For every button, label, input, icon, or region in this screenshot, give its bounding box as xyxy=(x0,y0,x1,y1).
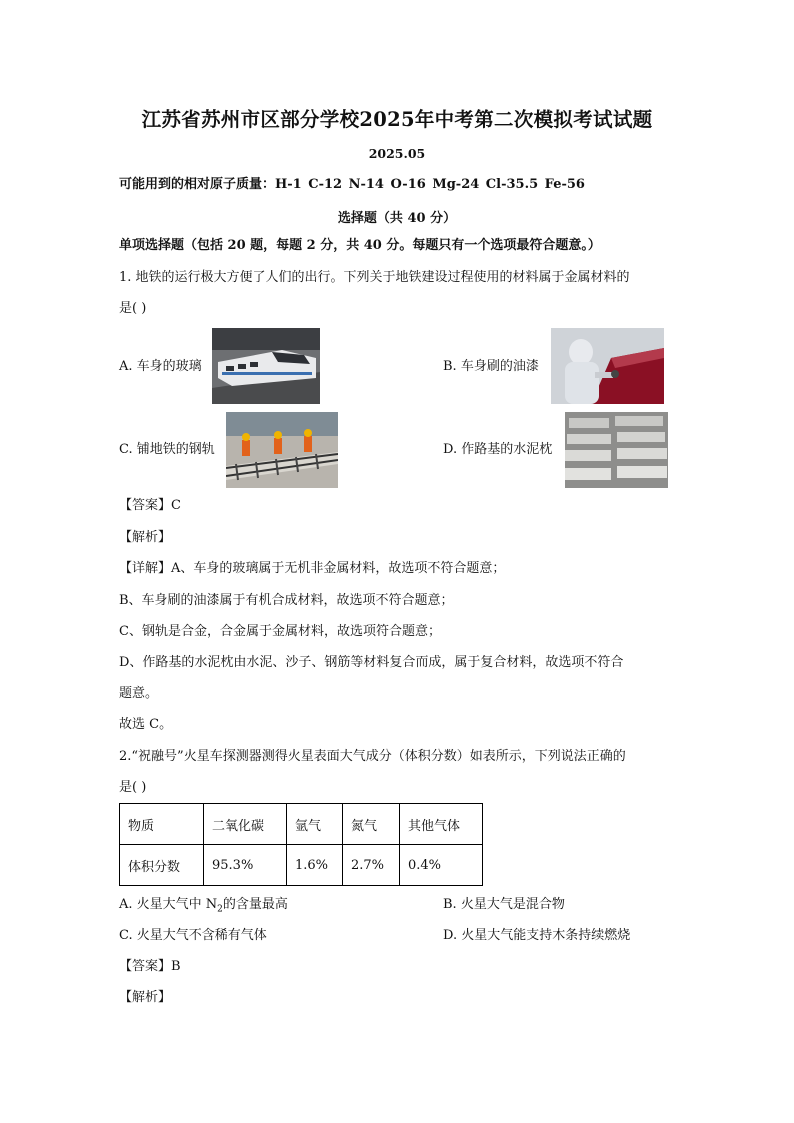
q1-option-b: B. 车身刷的油漆 xyxy=(443,359,539,374)
section-heading: 选择题（共 40 分） xyxy=(337,211,457,226)
q2-stem-line2: 是( ) xyxy=(119,780,147,795)
table-header-cell: 物质 xyxy=(120,804,204,845)
table-cell: 1.6% xyxy=(287,845,343,886)
q2-answer: 【答案】B xyxy=(119,959,181,974)
q1-detail-line3: C、钢轨是合金，合金属于金属材料，故选项符合题意； xyxy=(119,624,441,639)
table-header-cell: 二氧化碳 xyxy=(204,804,287,845)
q2-analysis-heading: 【解析】 xyxy=(119,990,172,1005)
q1-stem-line1: 1. 地铁的运行极大方便了人们的出行。下列关于地铁建设过程使用的材料属于金属材料的 xyxy=(119,270,630,285)
q1-conclusion: 故选 C。 xyxy=(119,717,173,732)
table-cell: 体积分数 xyxy=(120,845,204,886)
atomic-masses: 可能用到的相对原子质量：H-1 C-12 N-14 O-16 Mg-24 Cl-35.5 Fe-56 xyxy=(119,177,585,192)
table-header-cell: 其他气体 xyxy=(400,804,483,845)
q2-option-b: B. 火星大气是混合物 xyxy=(443,897,565,912)
q2-option-a-subscript: 2 xyxy=(217,904,223,915)
q2-option-d: D. 火星大气能支持木条持续燃烧 xyxy=(443,928,631,943)
train-photo xyxy=(212,328,320,404)
q2-stem-line1: 2.“祝融号”火星车探测器测得火星表面大气成分（体积分数）如表所示，下列说法正确的 xyxy=(119,749,626,764)
q1-detail-line5: 题意。 xyxy=(119,686,159,701)
q1-analysis-heading: 【解析】 xyxy=(119,530,172,545)
table-header-cell: 氩气 xyxy=(287,804,343,845)
q1-option-a: A. 车身的玻璃 xyxy=(119,359,202,374)
table-cell: 95.3% xyxy=(204,845,287,886)
q1-answer: 【答案】C xyxy=(119,498,181,513)
sleeper-photo xyxy=(565,412,668,488)
q2-option-a xyxy=(119,896,288,919)
instructions: 单项选择题（包括 20 题，每题 2 分，共 40 分。每题只有一个选项最符合题意。） xyxy=(119,238,601,253)
table-cell: 2.7% xyxy=(343,845,400,886)
table-cell: 0.4% xyxy=(400,845,483,886)
exam-date: 2025.05 xyxy=(368,146,426,161)
q1-stem-line2: 是( ) xyxy=(119,301,147,316)
table-row xyxy=(120,845,483,886)
q2-option-a-tail: 的含量最高 xyxy=(222,897,288,912)
q1-detail-line2: B、车身刷的油漆属于有机合成材料，故选项不符合题意； xyxy=(119,593,454,608)
q2-option-c: C. 火星大气不含稀有气体 xyxy=(119,928,267,943)
table-header-row xyxy=(120,804,483,845)
q1-detail-line4: D、作路基的水泥枕由水泥、沙子、钢筋等材料复合而成，属于复合材料，故选项不符合 xyxy=(119,655,624,670)
q1-option-d: D. 作路基的水泥枕 xyxy=(443,442,553,457)
painting-photo xyxy=(551,328,664,404)
q1-option-c: C. 铺地铁的钢轨 xyxy=(119,442,215,457)
table-header-cell: 氮气 xyxy=(343,804,400,845)
rail-photo xyxy=(226,412,338,488)
page-title: 江苏省苏州市区部分学校2025年中考第二次模拟考试试题 xyxy=(141,108,653,131)
q2-option-a-text: A. 火星大气中 N xyxy=(119,897,218,912)
q1-detail-line1: 【详解】A、车身的玻璃属于无机非金属材料，故选项不符合题意； xyxy=(119,561,506,576)
atmosphere-table xyxy=(119,803,483,886)
